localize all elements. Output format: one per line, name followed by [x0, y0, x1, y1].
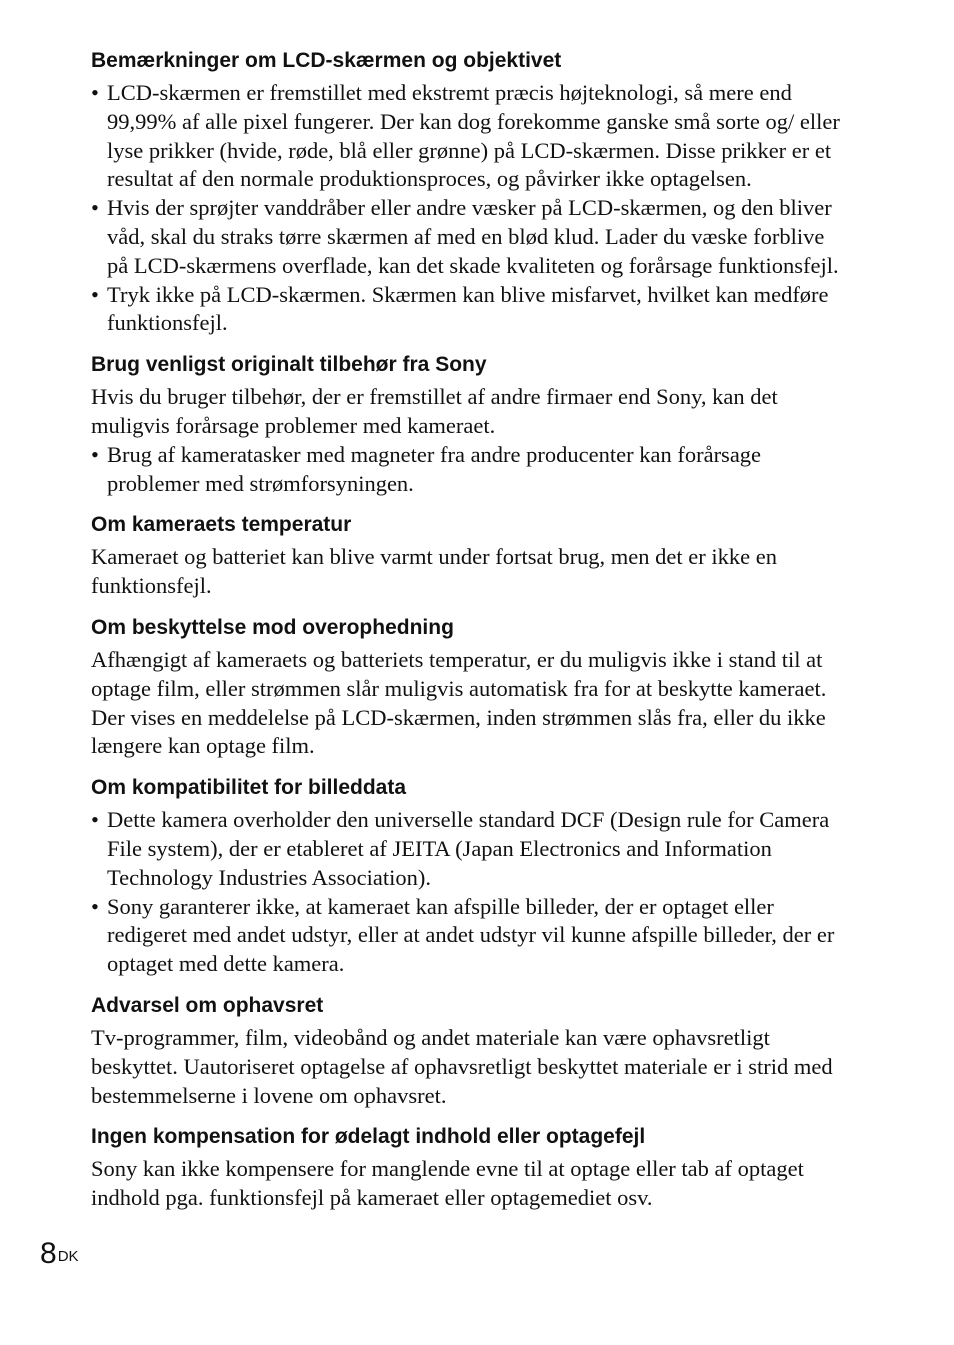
section-temperature [91, 512, 851, 601]
section-heading: Bemærkninger om LCD-skærmen og objektivet [91, 49, 562, 72]
section-original-accessories [91, 352, 851, 498]
section-image-compatibility [91, 775, 851, 979]
bullet-item: • Brug af kameratasker med magneter fra andre producenter kan forårsage problemer med strømforsyningen. [91, 441, 851, 499]
section-heading: Om kameraets temperatur [91, 513, 352, 537]
section-heading: Advarsel om ophavsret [91, 993, 324, 1017]
section-heading: Om beskyttelse mod overophedning [91, 615, 454, 639]
bullet-item: • Dette kamera overholder den universelle standard DCF (Design rule for Camera File system), der er etableret af JEITA (Japan Electronics and Information Technology Industries Association). [91, 806, 851, 892]
bullet-item: • LCD-skærmen er fremstillet med ekstremt præcis højteknologi, så mere end 99,99% af alle pixel fungerer. Der kan dog forekomme ganske små sorte og/ eller lyse prikker (hvide, røde, blå eller grønne) på LCD-skærmen. Disse prikker er et resultat af den normale produktionsproces, og påvirker ikke optagelsen. [91, 79, 851, 194]
bullet-item: • Hvis der sprøjter vanddråber eller andre væsker på LCD-skærmen, og den bliver våd, skal du straks tørre skærmen af med en blød klud. Lader du væske forblive på LCD-skærmens overflade, kan det skade kvaliteten og forårsage funktionsfejl. [91, 194, 851, 280]
page-number-value: 8 [40, 1237, 57, 1270]
section-heading: Om kompatibilitet for billeddata [91, 776, 407, 800]
section-lcd-notes [91, 48, 851, 338]
bullet-list [91, 79, 851, 338]
section-no-compensation [91, 1124, 851, 1213]
section-text: Tv-programmer, film, videobånd og andet materiale kan være ophavsretligt beskyttet. Uautoriseret optagelse af ophavsretligt beskyttet materiale er i strid med bestemmelserne i lovene om ophavsret. [91, 1024, 833, 1108]
document-page [91, 48, 851, 1227]
bullet-list [91, 806, 851, 979]
section-text: Hvis du bruger tilbehør, der er fremstillet af andre firmaer end Sony, kan det muligvis forårsage problemer med kameraet. [91, 384, 778, 438]
section-heading: Ingen kompensation for ødelagt indhold eller optagefejl [91, 1125, 646, 1149]
bullet-item: • Tryk ikke på LCD-skærmen. Skærmen kan blive misfarvet, hvilket kan medføre funktionsfejl. [91, 281, 851, 339]
section-text: Afhængigt af kameraets og batteriets temperatur, er du muligvis ikke i stand til at optage film, eller strømmen slår muligvis automatisk fra for at beskytte kameraet. Der vises en meddelelse på LCD-skærmen, inden strømmen slås fra, eller du ikke længere kan optage film. [91, 646, 827, 759]
section-heading: Brug venligst originalt tilbehør fra Sony [91, 353, 487, 377]
section-copyright-warning [91, 993, 851, 1110]
page-number-suffix: DK [57, 1248, 79, 1265]
section-overheating [91, 615, 851, 761]
section-text: Kameraet og batteriet kan blive varmt under fortsat brug, men det er ikke en funktionsfejl. [91, 544, 777, 599]
section-text: Sony kan ikke kompensere for manglende evne til at optage eller tab af optaget indhold pga. funktionsfejl på kameraet eller optagemediet osv. [91, 1156, 804, 1211]
bullet-item: • Sony garanterer ikke, at kameraet kan afspille billeder, der er optaget eller redigeret med andet udstyr, eller at andet udstyr vil kunne afspille billeder, der er optaget med dette kamera. [91, 893, 851, 979]
bullet-list [91, 441, 851, 499]
page-number [40, 1237, 79, 1271]
